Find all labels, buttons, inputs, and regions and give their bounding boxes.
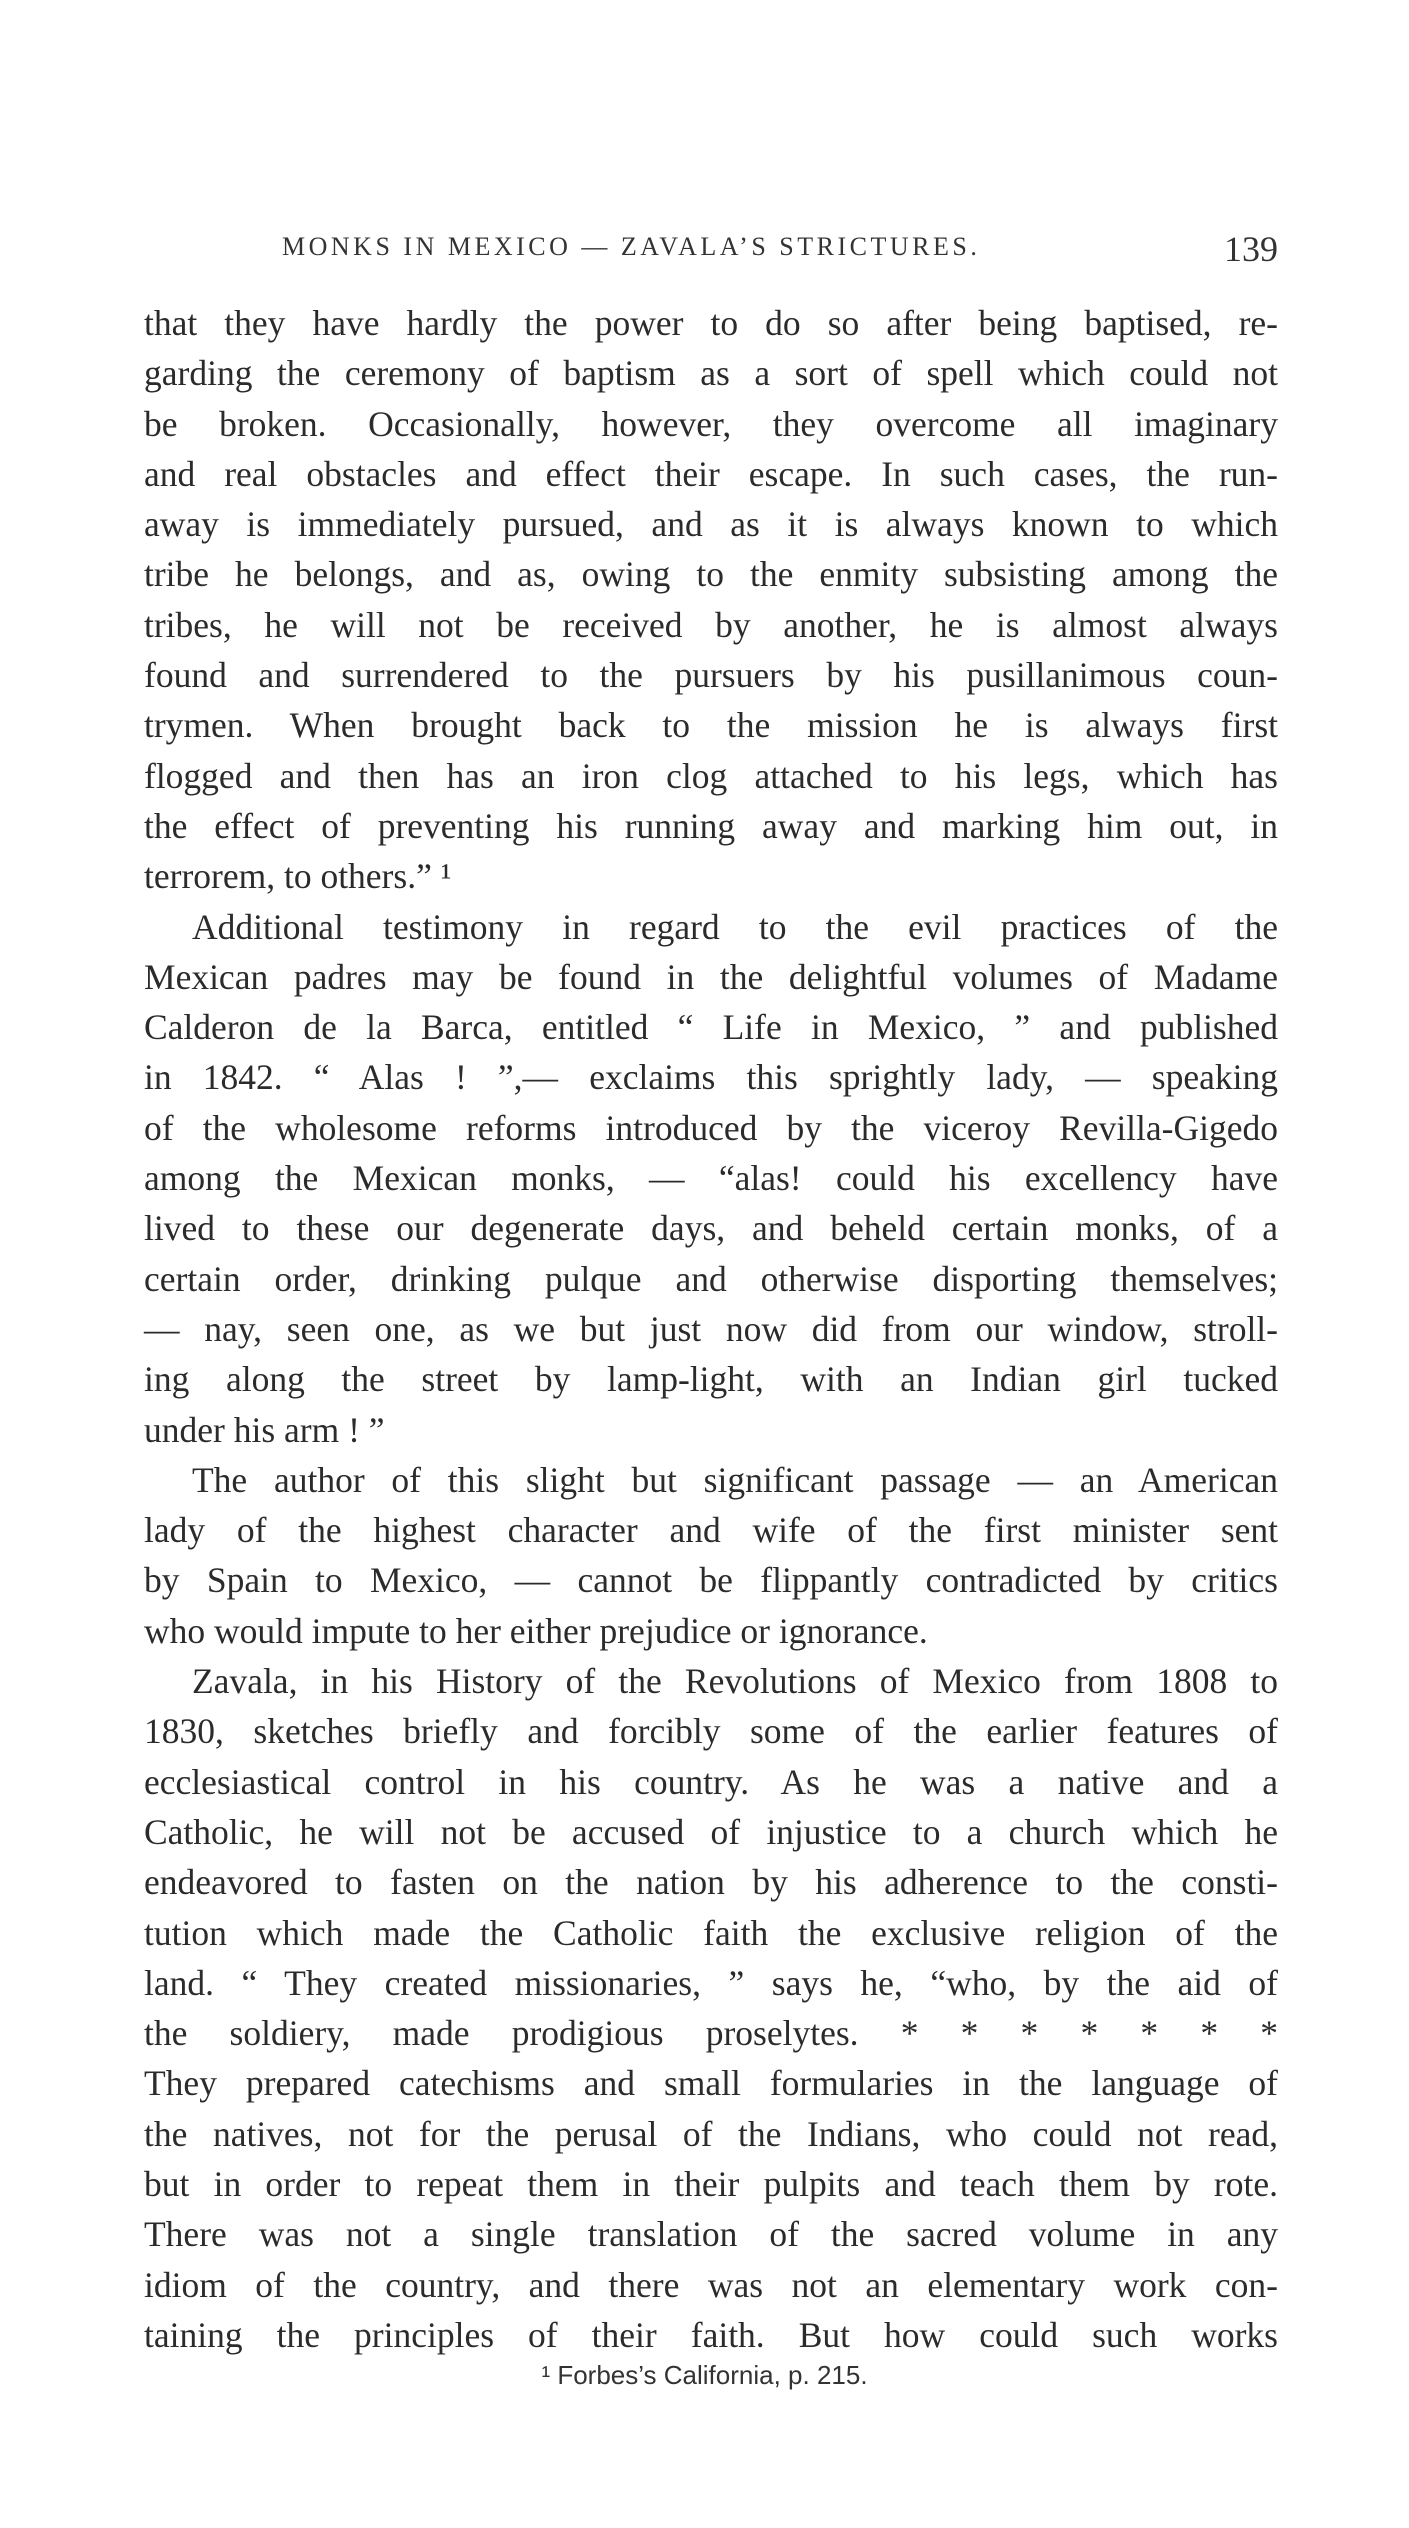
text-line: There was not a single translation of the sacred volume in any — [144, 2214, 1278, 2255]
paragraph-first-line: The author of this slight but significant passage — an American — [192, 1459, 1278, 1500]
text-line: the natives, not for the perusal of the Indians, who could not read, — [144, 2113, 1278, 2154]
text-line: the effect of preventing his running away and marking him out, in — [144, 805, 1278, 846]
text-line: taining the principles of their faith. But how could such works — [144, 2314, 1278, 2355]
text-line: the soldiery, made prodigious proselytes. * * * * * * * — [144, 2013, 1278, 2054]
text-line: and real obstacles and effect their escape. In such cases, the run- — [144, 453, 1278, 494]
page-number: 139 — [1224, 229, 1278, 269]
text-line: away is immediately pursued, and as it is always known to which — [144, 504, 1278, 545]
text-line: tribe he belongs, and as, owing to the enmity subsisting among the — [144, 554, 1278, 595]
text-line: who would impute to her either prejudice or ignorance. — [144, 1610, 928, 1651]
body-text — [144, 298, 1278, 2360]
text-line: lived to these our degenerate days, and beheld certain monks, of a — [144, 1208, 1278, 1249]
paragraph-first-line: Zavala, in his History of the Revolutions of Mexico from 1808 to — [192, 1661, 1278, 1702]
text-line: endeavored to fasten on the nation by his adherence to the consti- — [144, 1862, 1278, 1903]
text-line: trymen. When brought back to the mission he is always first — [144, 705, 1278, 746]
text-line: lady of the highest character and wife of the first minister sent — [144, 1510, 1278, 1551]
text-line: tution which made the Catholic faith the exclusive religion of the — [144, 1912, 1278, 1953]
text-line: terrorem, to others.” ¹ — [144, 856, 452, 897]
text-line: garding the ceremony of baptism as a sort of spell which could not — [144, 353, 1278, 394]
text-line: — nay, seen one, as we but just now did from our window, stroll- — [144, 1308, 1278, 1349]
text-line: tribes, he will not be received by another, he is almost always — [144, 604, 1278, 645]
text-line: Catholic, he will not be accused of injustice to a church which he — [144, 1811, 1278, 1852]
text-line: in 1842. “ Alas ! ”,— exclaims this sprightly lady, — speaking — [144, 1057, 1278, 1098]
text-line: ing along the street by lamp-light, with an Indian girl tucked — [144, 1359, 1278, 1400]
text-line: flogged and then has an iron clog attached to his legs, which has — [144, 755, 1278, 796]
text-line: Calderon de la Barca, entitled “ Life in Mexico, ” and published — [144, 1007, 1278, 1048]
text-line: certain order, drinking pulque and otherwise disporting themselves; — [144, 1258, 1278, 1299]
text-line: found and surrendered to the pursuers by his pusillanimous coun- — [144, 655, 1278, 696]
running-head-title: MONKS IN MEXICO — ZAVALA’S STRICTURES. — [282, 232, 981, 261]
text-line: by Spain to Mexico, — cannot be flippantly contradicted by critics — [144, 1560, 1278, 1601]
text-line: ecclesiastical control in his country. As he was a native and a — [144, 1761, 1278, 1802]
text-line: but in order to repeat them in their pulpits and teach them by rote. — [144, 2163, 1278, 2204]
text-line: idiom of the country, and there was not an elementary work con- — [144, 2264, 1278, 2305]
text-line: be broken. Occasionally, however, they overcome all imaginary — [144, 403, 1278, 444]
paragraph-first-line: Additional testimony in regard to the evil practices of the — [192, 906, 1278, 947]
text-line: among the Mexican monks, — “alas! could his excellency have — [144, 1158, 1278, 1199]
text-line: that they have hardly the power to do so after being baptised, re- — [144, 303, 1278, 343]
text-line: under his arm ! ” — [144, 1409, 385, 1450]
text-line: land. “ They created missionaries, ” says he, “who, by the aid of — [144, 1962, 1278, 2003]
text-line: 1830, sketches briefly and forcibly some of the earlier features of — [144, 1711, 1278, 1752]
text-line: of the wholesome reforms introduced by the viceroy Revilla-Gigedo — [144, 1107, 1278, 1148]
running-head — [182, 228, 1278, 272]
text-line: Mexican padres may be found in the delightful volumes of Madame — [144, 956, 1278, 997]
footnote: ¹ Forbes’s California, p. 215. — [541, 2360, 868, 2390]
text-line: They prepared catechisms and small formularies in the language of — [144, 2063, 1278, 2104]
